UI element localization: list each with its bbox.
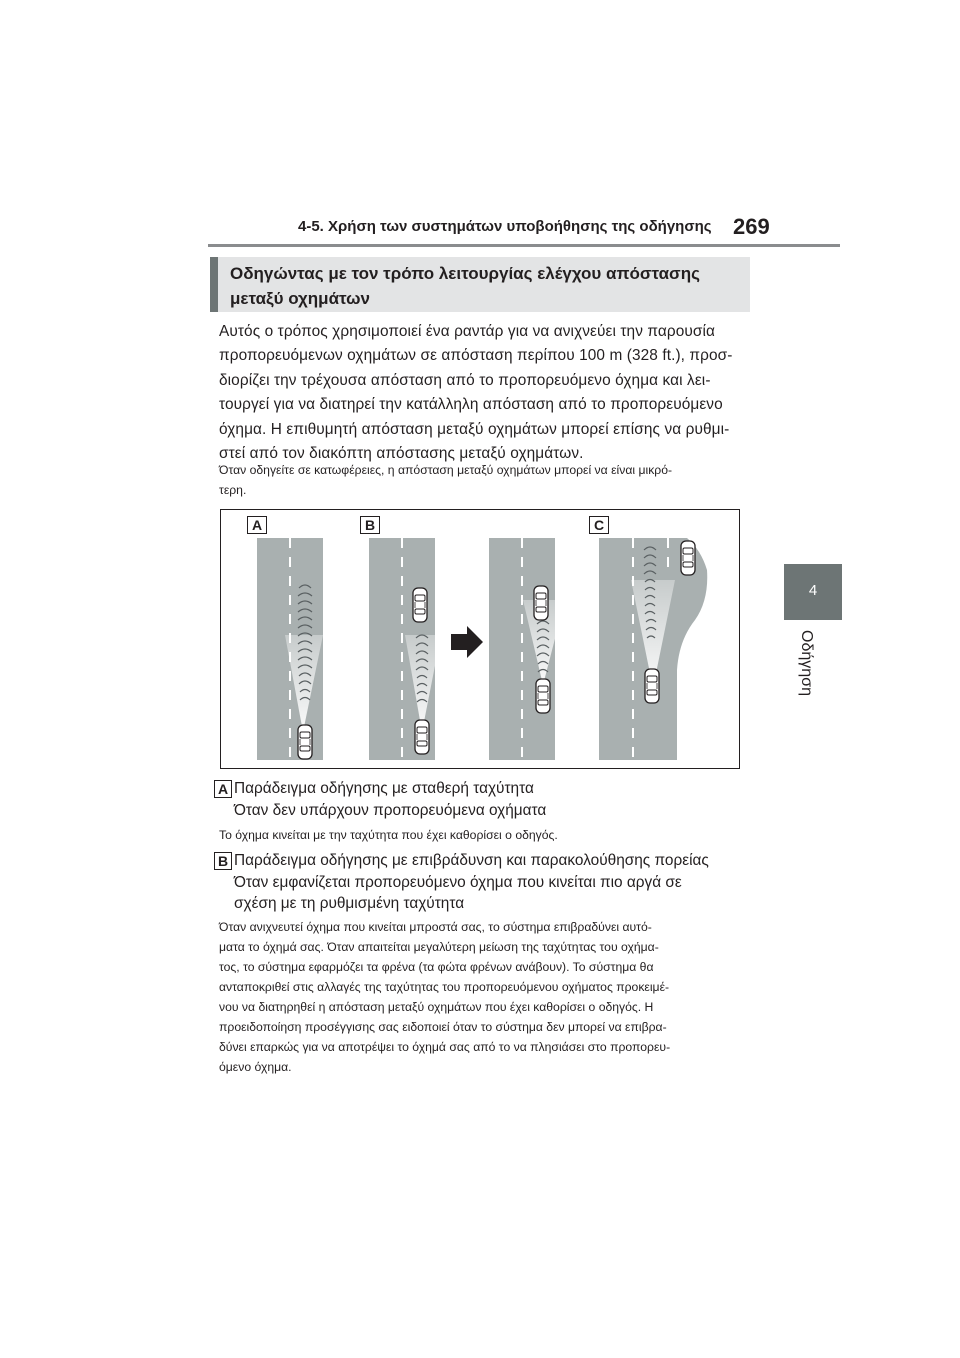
text-line: Αυτός ο τρόπος χρησιμοποιεί ένα ραντάρ για να ανιχνεύει την παρουσία <box>219 323 716 340</box>
radar-cruise-illustration <box>220 509 740 769</box>
section-heading <box>230 261 750 311</box>
section-heading-box <box>210 257 750 312</box>
intro-paragraph <box>219 320 759 466</box>
text-line: νου να διατηρηθεί η απόσταση μεταξύ οχημάτων που έχει καθορίσει ο οδηγός. Η <box>219 1000 654 1014</box>
item-letter-b: B <box>214 852 232 870</box>
item-letter-a: A <box>214 780 232 798</box>
road-c-right <box>599 538 707 760</box>
section-heading-line: μεταξύ οχημάτων <box>230 289 370 308</box>
road-a <box>257 538 323 760</box>
text-line: διορίζει την τρέχουσα απόσταση από το προπορευόμενο όχημα και λει- <box>219 371 711 389</box>
text-line: τερη. <box>219 483 247 497</box>
item-b-detail <box>219 917 670 1077</box>
header-title: 4-5. Χρήση των συστημάτων υποβοήθησης της οδήγησης <box>298 218 712 235</box>
item-b-subtitle: σχέση με τη ρυθμισμένη ταχύτητα <box>234 895 465 912</box>
road-c-left <box>489 538 565 760</box>
chapter-number: 4 <box>808 582 818 599</box>
arrow-icon <box>451 626 483 658</box>
page-number: 269 <box>733 214 770 239</box>
chapter-label <box>796 628 816 698</box>
text-line: Το όχημα κινείται με την ταχύτητα που έχει καθορίσει ο οδηγός. <box>219 828 558 842</box>
item-b-title: Παράδειγμα οδήγησης με επιβράδυνση και παρακολούθησης πορείας <box>234 852 709 869</box>
item-a-title: Παράδειγμα οδήγησης με σταθερή ταχύτητα <box>234 780 534 797</box>
text-line: προειδοποίηση προσέγγισης σας ειδοποιεί όταν το σύστημα δεν μπορεί να επιβρα- <box>219 1020 667 1034</box>
item-a-subtitle: Όταν δεν υπάρχουν προπορευόμενα οχήματα <box>234 801 547 819</box>
chapter-tab[interactable] <box>784 564 842 620</box>
road-b <box>369 538 441 760</box>
item-b-subtitle: Όταν εμφανίζεται προπορευόμενο όχημα που κινείται πιο αργά σε <box>234 873 682 891</box>
figure-label-b: B <box>360 516 380 534</box>
text-line: Όταν ανιχνευτεί όχημα που κινείται μπροστά σας, το σύστημα επιβραδύνει αυτό- <box>219 920 652 934</box>
text-line: τος, το σύστημα εφαρμόζει τα φρένα (τα φώτα φρένων ανάβουν). Το σύστημα θα <box>219 960 654 974</box>
text-line: τουργεί για να διατηρεί την κατάλληλη απόσταση από το προπορευόμενο <box>219 396 723 414</box>
text-line: Όταν οδηγείτε σε κατωφέρειες, η απόσταση μεταξύ οχημάτων μπορεί να είναι μικρό- <box>219 463 673 477</box>
text-line: ανταποκριθεί στις αλλαγές της ταχύτητας του προπορευόμενου οχήματος προκειμέ- <box>219 980 670 994</box>
figure-label-a: A <box>247 516 267 534</box>
text-line: στεί από τον διακόπτη απόστασης μεταξύ οχημάτων. <box>219 445 584 463</box>
text-line: ματα το όχημά σας. Όταν απαιτείται μεγαλύτερη μείωση της ταχύτητας του οχήμα- <box>219 940 659 954</box>
text-line: όμενο όχημα. <box>219 1060 292 1074</box>
header-divider <box>208 244 840 247</box>
figure-label-c: C <box>589 516 609 534</box>
section-heading-line: Οδηγώντας με τον τρόπο λειτουργίας ελέγχου απόστασης <box>230 264 700 283</box>
text-line: όχημα. Η επιθυμητή απόσταση μεταξύ οχημάτων μπορεί επίσης να ρυθμι- <box>219 420 730 438</box>
chapter-label-text: Οδήγηση <box>798 630 815 696</box>
intro-note <box>219 460 672 500</box>
illustration-svg <box>221 510 741 770</box>
text-line: προπορευόμενων οχημάτων σε απόσταση περίπου 100 m (328 ft.), προσ- <box>219 347 733 365</box>
text-line: δύνει επαρκώς για να αποτρέψει το όχημά σας από το να πλησιάσει στο προπορευ- <box>219 1040 671 1054</box>
item-a-detail <box>219 825 558 845</box>
